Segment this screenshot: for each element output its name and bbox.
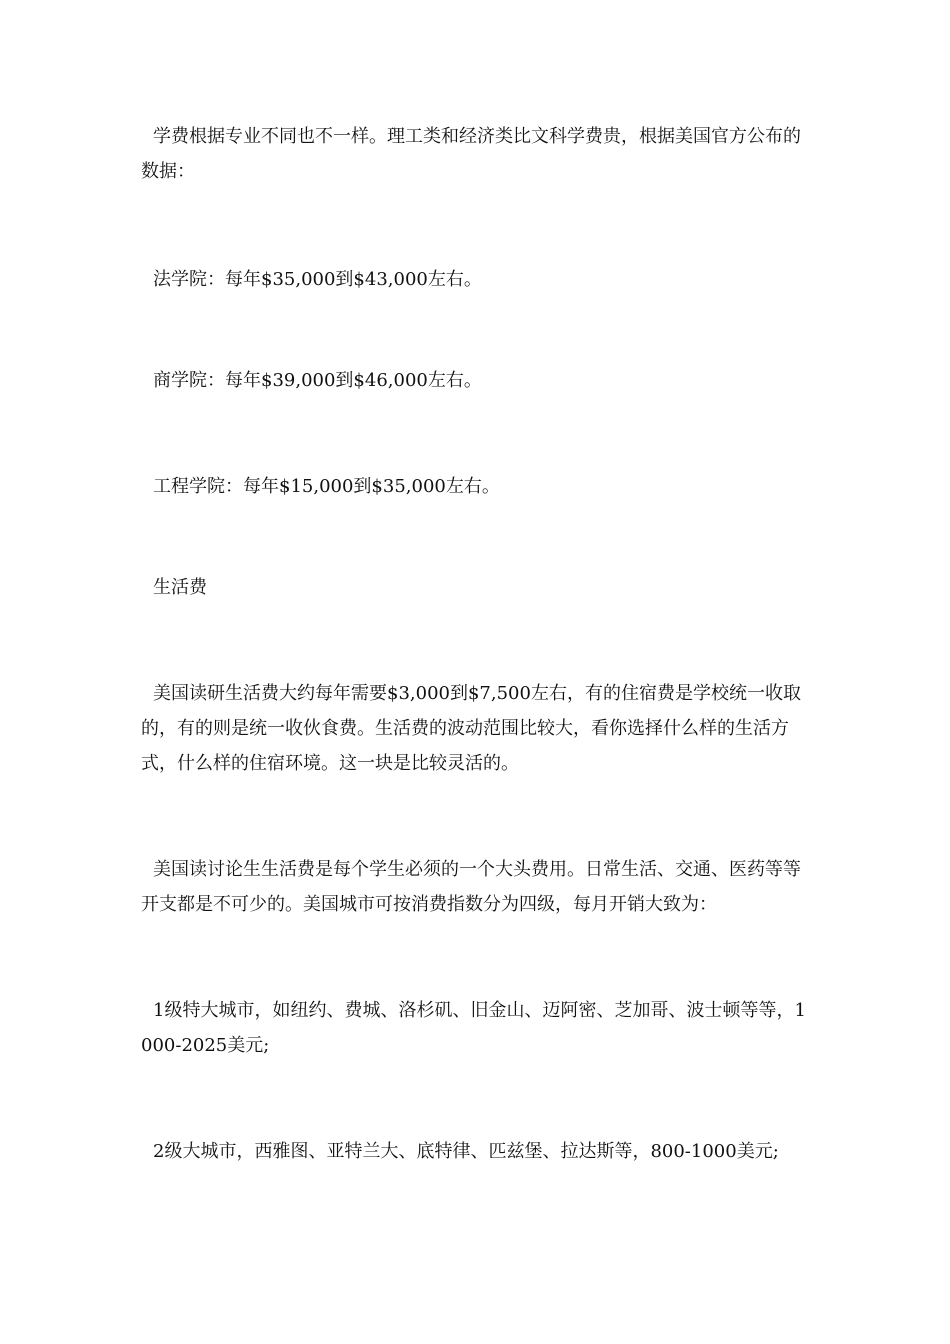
- paragraph-business-school: 商学院：每年$39,000到$46,000左右。: [153, 370, 482, 391]
- paragraph-law-school: 法学院：每年$35,000到$43,000左右。: [153, 269, 482, 290]
- paragraph-living-costs: 美国读研生活费大约每年需要$3,000到$7,500左右，有的住宿费是学校统一收取的，有的则是统一收伙食费。生活费的波动范围比较大，看你选择什么样的生活方式，什么样的住宿环境。这一块是比较灵活的。: [141, 683, 801, 774]
- heading-living-expenses: 生活费: [153, 577, 207, 598]
- paragraph-tier-1-cities: 1级特大城市，如纽约、费城、洛杉矶、旧金山、迈阿密、芝加哥、波士顿等等，1000-2025美元;: [141, 1000, 806, 1056]
- paragraph-tuition-intro: 学费根据专业不同也不一样。理工类和经济类比文科学费贵，根据美国官方公布的数据：: [141, 126, 801, 182]
- paragraph-city-tiers-intro: 美国读讨论生生活费是每个学生必须的一个大头费用。日常生活、交通、医药等等开支都是不可少的。美国城市可按消费指数分为四级，每月开销大致为：: [141, 859, 801, 915]
- paragraph-engineering-school: 工程学院：每年$15,000到$35,000左右。: [153, 476, 500, 497]
- paragraph-tier-2-cities: 2级大城市，西雅图、亚特兰大、底特律、匹兹堡、拉达斯等，800-1000美元;: [153, 1141, 779, 1162]
